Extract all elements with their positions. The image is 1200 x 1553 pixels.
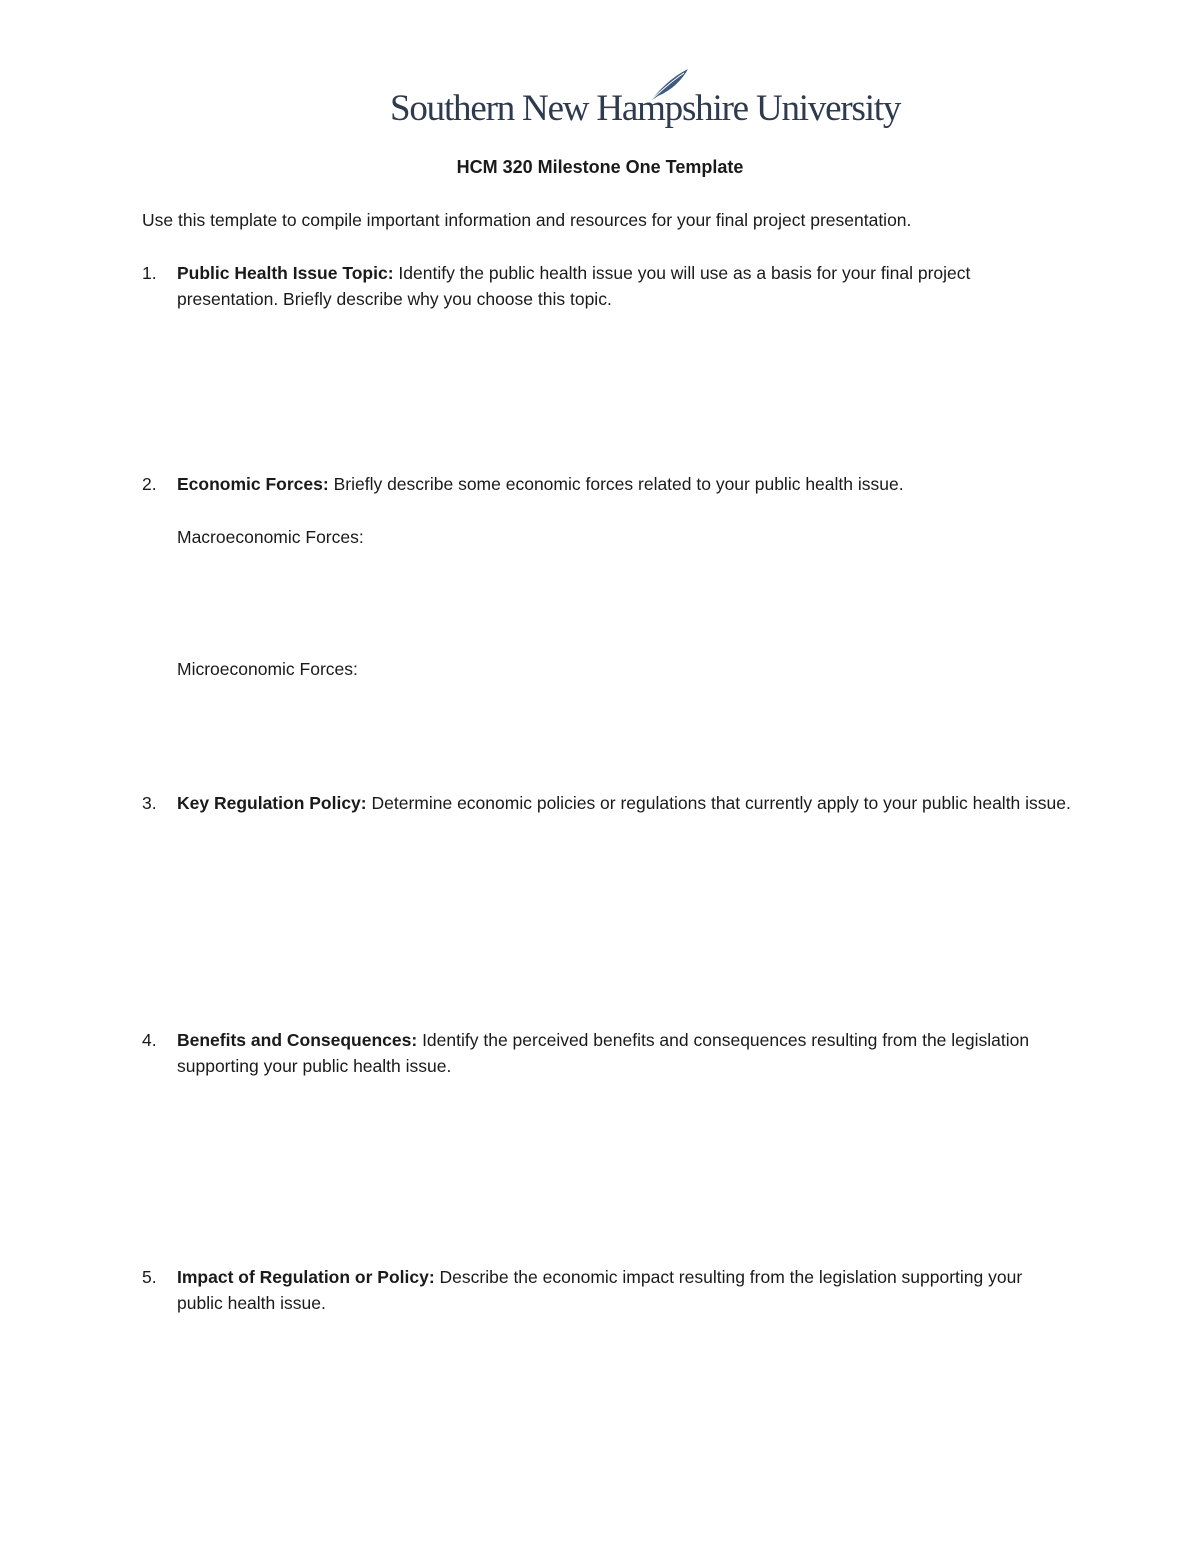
- microeconomic-forces-label: Microeconomic Forces:: [177, 659, 358, 679]
- list-item-number: 3.: [142, 793, 157, 813]
- list-item-impact-of-regulation: [142, 1264, 1072, 1316]
- list-item-number: 5.: [142, 1267, 157, 1287]
- list-item-number: 2.: [142, 474, 157, 494]
- list-item-label: Impact of Regulation or Policy:: [177, 1267, 435, 1287]
- list-item-label: Economic Forces:: [177, 474, 329, 494]
- list-item-text: Identify the public health issue you will use as a basis for your final project presentation. Briefly describe why you choose this topic.: [177, 263, 971, 309]
- university-logo: [390, 68, 901, 134]
- list-item-number: 1.: [142, 263, 157, 283]
- list-item-public-health-issue: [142, 260, 1072, 312]
- list-item-key-regulation-policy: [142, 790, 1072, 816]
- list-item-label: Benefits and Consequences:: [177, 1030, 418, 1050]
- list-item-economic-forces: [142, 471, 1072, 497]
- list-item-label: Public Health Issue Topic:: [177, 263, 394, 283]
- list-item-label: Key Regulation Policy:: [177, 793, 367, 813]
- list-item-text: Identify the perceived benefits and consequences resulting from the legislation supporting your public health issue.: [177, 1030, 1030, 1076]
- list-item-number: 4.: [142, 1030, 157, 1050]
- intro-text: Use this template to compile important information and resources for your final project presentation.: [142, 210, 912, 230]
- list-item-text: Describe the economic impact resulting from the legislation supporting your public health issue.: [177, 1267, 1023, 1313]
- logo-wordmark: Southern New Hampshire University: [390, 88, 901, 129]
- list-item-benefits-consequences: [142, 1027, 1072, 1079]
- list-item-text: Briefly describe some economic forces related to your public health issue.: [328, 474, 904, 494]
- macroeconomic-forces-label: Macroeconomic Forces:: [177, 527, 364, 547]
- document-title: HCM 320 Milestone One Template: [456, 157, 744, 177]
- list-item-text: Determine economic policies or regulations that currently apply to your public health issue.: [366, 793, 1071, 813]
